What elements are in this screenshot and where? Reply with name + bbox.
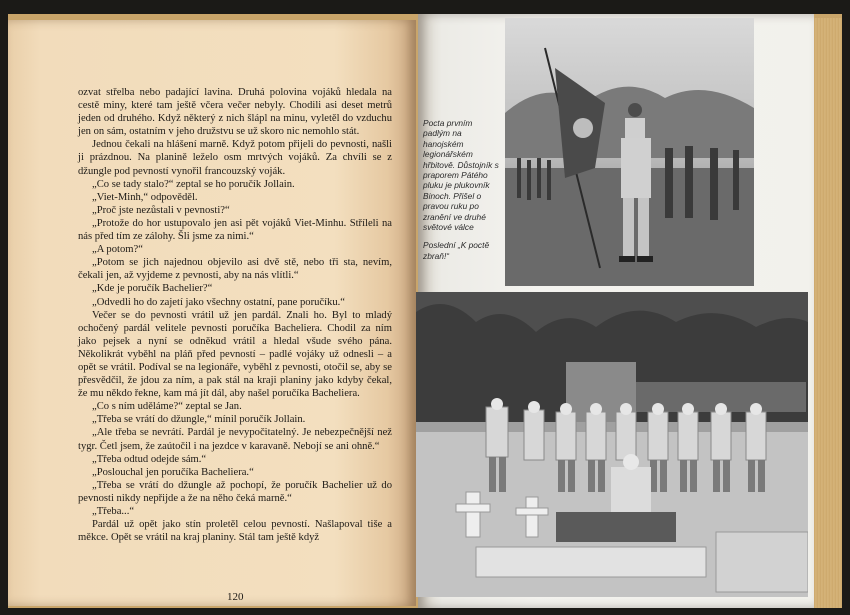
page-edges	[814, 18, 842, 608]
left-page-text	[78, 86, 392, 544]
paragraph: „Třeba...“	[92, 506, 135, 517]
page-number: 120	[227, 591, 244, 603]
caption-second: Poslední „K poctě zbraň!“	[423, 240, 490, 261]
paragraph: „Kde je poručík Bachelier?“	[92, 283, 213, 295]
caption-main: Pocta prvním padlým na hanojském legionářském hřbitově. Důstojník s praporem Pátého pluku je plukovník Binoch. Přišel o pravou ruku po zranění ve druhé světové válce	[423, 118, 499, 233]
paragraph: „Co se tady stalo?“ zeptal se ho poručík Jollain.	[92, 178, 295, 190]
paragraph: „A potom?“	[92, 244, 143, 256]
left-page	[8, 20, 416, 606]
paragraph: „Potom se jich najednou objevilo asi dvě stě, nebo tři sta, nevím, čekali jen, až vyjdeme z pevnosti, aby na nás vlítli.“	[78, 257, 392, 282]
paragraph: „Třeba se vrátí do džungle až pochopí, že poručík Bachelier už do pevnosti nikdy nepřijde a že na něho čeká marně.“	[78, 479, 392, 504]
paragraph: Jednou čekali na hlášení marně. Když potom přijeli do pevnosti, našli ji prázdnou. Na planině leželo osm mrtvých vojáků. Za chvíli se z džungle pod pevností vynořil francouzský voják.	[78, 139, 392, 177]
paragraph: Večer se do pevnosti vrátil už jen pardál. Znali ho. Byl to mladý ochočený pardál velitele pevnosti poručíka Bacheliera. Chodil za ním jako pejsek a nyní se odněkud vrátil a hledal všude svého pána. Několikrát vyběhl na pláň před pevností – padlé vojáky už odnesli – a opět se vrátil. Podíval se na legionáře, vyběhl z pevnosti, otočil se, aby se přesvědčil, že jdou za ním, a pak stál na kraji planiny jako kdyby čekal, že mu někdo řekne, kam má jít dál, aby našel poručíka Bacheliera.	[78, 309, 392, 400]
paragraph: Pardál už opět jako stín proletěl celou pevností. Našlapoval tiše a měkce. Opět se vrátil na kraj planiny. Stál tam ještě když	[78, 519, 392, 544]
photo-caption	[423, 118, 501, 269]
paragraph: „Co s ním uděláme?“ zeptal se Jan.	[92, 401, 242, 413]
photo-flag-bearer	[505, 18, 754, 286]
paragraph: „Odvedli ho do zajetí jako všechny ostatní, pane poručíku.“	[92, 296, 345, 308]
paragraph: „Poslouchal jen poručíka Bacheliera.“	[92, 466, 254, 478]
paragraph: „Proč jste nezůstali v pevnosti?“	[92, 204, 230, 216]
paragraph: ozvat střelba nebo padající lavina. Druhá polovina vojáků hledala na cestě miny, které tam ještě včera večer nebyly. Chodili asi deset metrů jeden od druhého. Když některý z nich šlápl na minu, vyletěl do vzduchu jen on sám, ostatním v jeho družstvu se už skoro nic nemohlo stát.	[78, 87, 392, 138]
paragraph: „Ale třeba se nevrátí. Pardál je nevypočitatelný. Je nebezpečnější než tygr. Četl jsem, že zaútočil i na jezdce v karavaně. Nebojí se ani ohně.“	[78, 427, 392, 452]
paragraph: „Protože do hor ustupovalo jen asi pět vojáků Viet-Minhu. Stříleli na nás před tím ze zálohy. Šli jsme za nimi.“	[78, 217, 392, 243]
paragraph: „Třeba se vrátí do džungle,“ mínil poručík Jollain.	[92, 414, 306, 426]
photo-cemetery-ceremony	[416, 292, 808, 597]
paragraph: „Třeba odtud odejde sám.“	[92, 453, 207, 465]
paragraph: „Viet-Minh,“ odpověděl.	[92, 191, 198, 203]
